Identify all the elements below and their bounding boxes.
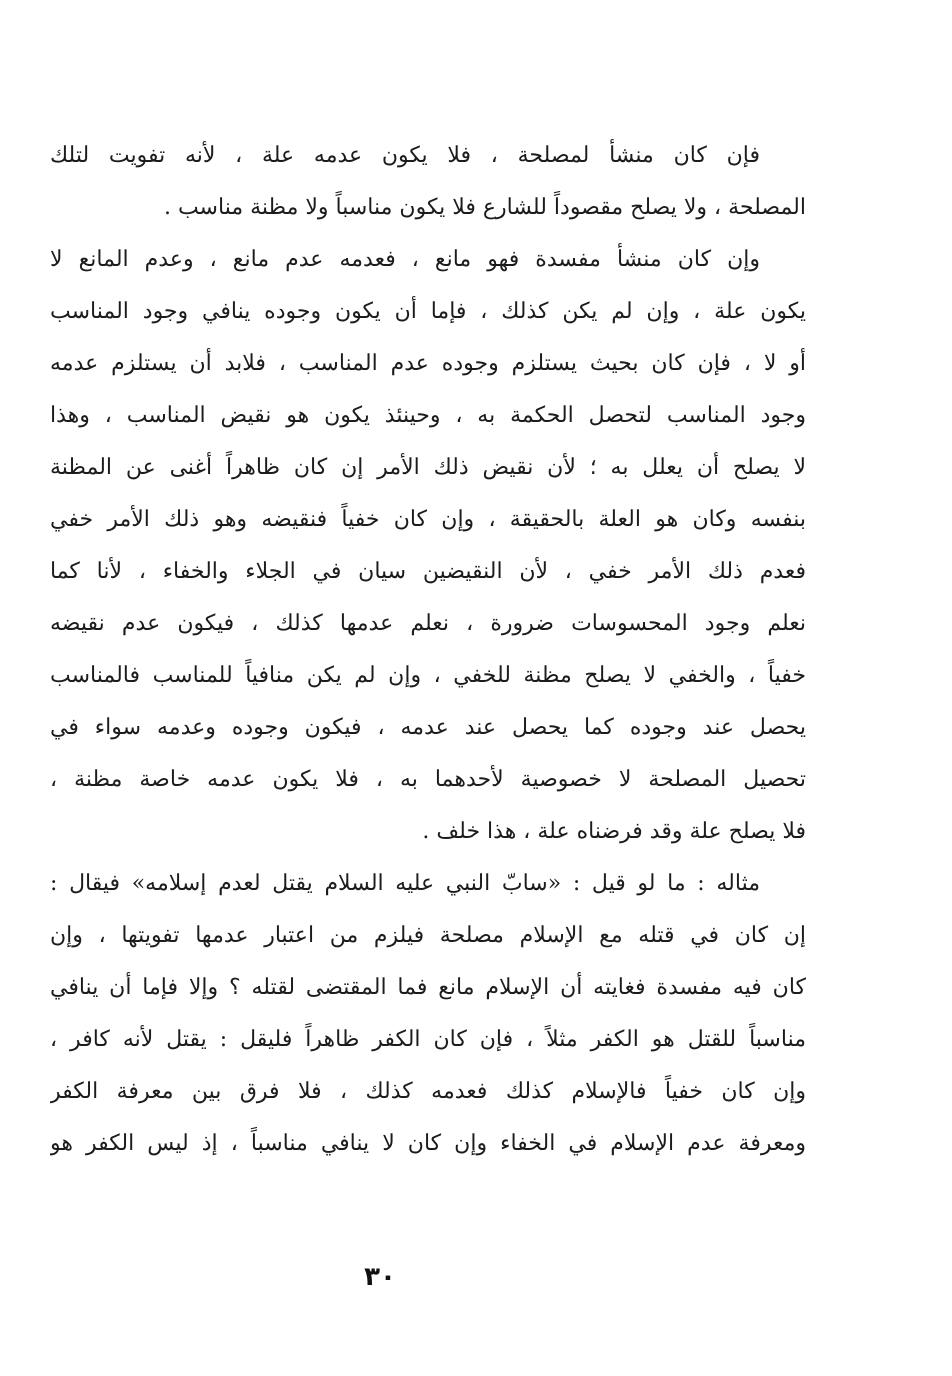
- text-line: وجود المناسب لتحصل الحكمة به ، وحينئذ يكون هو نقيض المناسب ، وهذا: [50, 403, 806, 428]
- text-line: بنفسه وكان هو العلة بالحقيقة ، وإن كان خفياً فنقيضه وهو ذلك الأمر خفي: [50, 507, 806, 532]
- text-line: كان فيه مفسدة فغايته أن الإسلام مانع فما المقتضى لقتله ؟ وإلا فإما أن ينافي: [50, 975, 806, 1000]
- text-line: خفياً ، والخفي لا يصلح مظنة للخفي ، وإن لم يكن منافياً للمناسب فالمناسب: [50, 663, 806, 688]
- text-line: لا يصلح أن يعلل به ؛ لأن نقيض ذلك الأمر إن كان ظاهراً أغنى عن المظنة: [50, 455, 806, 480]
- text-line: نعلم وجود المحسوسات ضرورة ، نعلم عدمها كذلك ، فيكون عدم نقيضه: [50, 611, 806, 636]
- text-line: فعدم ذلك الأمر خفي ، لأن النقيضين سيان في الجلاء والخفاء ، لأنا كما: [50, 559, 806, 584]
- text-line: ومعرفة عدم الإسلام في الخفاء وإن كان لا ينافي مناسباً ، إذ ليس الكفر هو: [50, 1131, 806, 1156]
- text-line: المصلحة ، ولا يصلح مقصوداً للشارع فلا يكون مناسباً ولا مظنة مناسب .: [163, 195, 806, 220]
- text-line: إن كان في قتله مع الإسلام مصلحة فيلزم من اعتبار عدمها تفويتها ، وإن: [50, 923, 806, 948]
- text-line: مثاله : ما لو قيل : «سابّ النبي عليه السلام يقتل لعدم إسلامه» فيقال :: [50, 871, 760, 896]
- text-line: وإن كان خفياً فالإسلام كذلك فعدمه كذلك ، فلا فرق بين معرفة الكفر: [50, 1079, 806, 1104]
- text-line: أو لا ، فإن كان بحيث يستلزم وجوده عدم المناسب ، فلابد أن يستلزم عدمه: [50, 351, 806, 376]
- text-line: مناسباً للقتل هو الكفر مثلاً ، فإن كان الكفر ظاهراً فليقل : يقتل لأنه كافر ،: [50, 1027, 806, 1052]
- text-line: يحصل عند وجوده كما يحصل عند عدمه ، فيكون وجوده وعدمه سواء في: [50, 715, 806, 740]
- text-line: فلا يصلح علة وقد فرضناه علة ، هذا خلف .: [422, 819, 806, 844]
- text-line: وإن كان منشأ مفسدة فهو مانع ، فعدمه عدم مانع ، وعدم المانع لا: [50, 247, 760, 272]
- page-number: ٣٠: [364, 1262, 396, 1292]
- text-line: تحصيل المصلحة لا خصوصية لأحدهما به ، فلا يكون عدمه خاصة مظنة ،: [50, 767, 806, 792]
- text-line: فإن كان منشأ لمصلحة ، فلا يكون عدمه علة ، لأنه تفويت لتلك: [50, 143, 760, 168]
- body-text: [50, 130, 806, 1170]
- text-line: يكون علة ، وإن لم يكن كذلك ، فإما أن يكون وجوده ينافي وجود المناسب: [50, 299, 806, 324]
